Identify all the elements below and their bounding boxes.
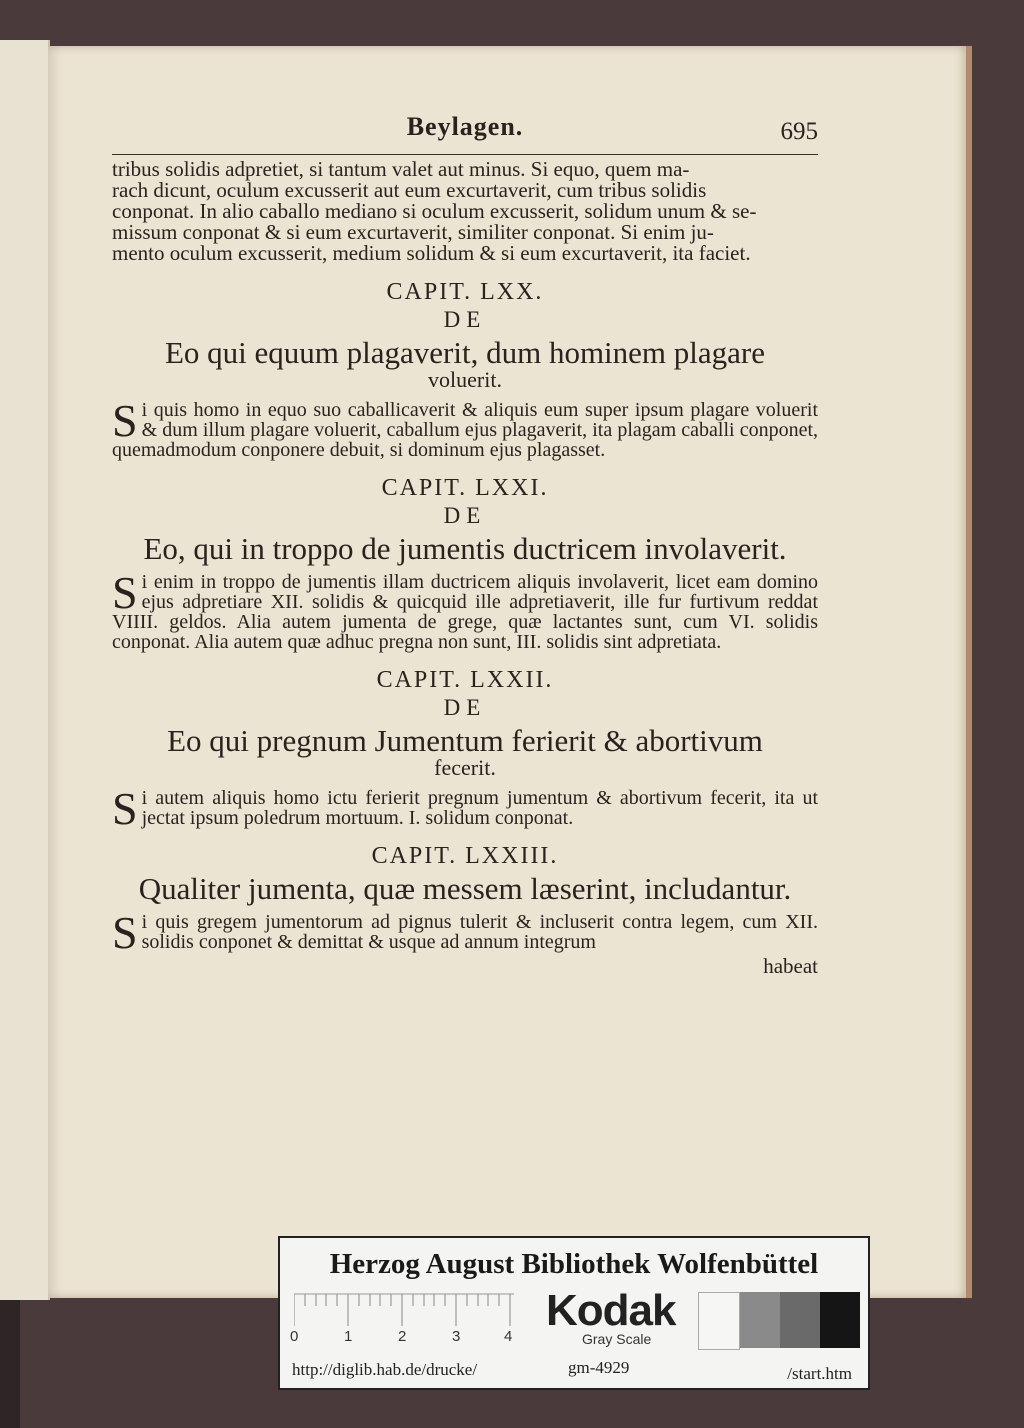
ruler-label: 3: [452, 1328, 461, 1345]
chapter-title-text: Eo, qui in troppo de jumentis ductricem involaverit.: [143, 531, 787, 566]
gray-scale-swatches: [698, 1292, 860, 1348]
ruler-label: 4: [504, 1328, 513, 1345]
start-page-path: /start.htm: [787, 1364, 852, 1383]
drop-initial: S: [112, 907, 138, 958]
chapter-label: CAPIT. LXXI.: [381, 475, 549, 501]
page-number: 695: [780, 118, 818, 145]
chapter-de: DE: [443, 307, 487, 332]
adjacent-page-edge: [0, 40, 50, 1300]
chapter-text: [112, 395, 818, 461]
chapter-de: DE: [443, 695, 487, 720]
chapter-title-continuation: voluerit.: [428, 367, 502, 392]
catchword: habeat: [763, 954, 818, 978]
drop-initial: S: [112, 395, 138, 446]
gray-swatch-white: [698, 1292, 740, 1350]
chapter-text-body: i enim in troppo de jumentis illam ductricem aliquis involaverit, licet eam domino ejus adpretiare XII. solidis & quicquid ille adpretiaverit, ille fur furtivum reddat VIIII. geldos. Alia autem jumenta de grege, quæ lactantes sunt, cum VI. solidis conponat. Alia autem quæ adhuc pregna non sunt, III. solidis sint adpretiata.: [112, 571, 818, 653]
page-content: [112, 106, 818, 979]
chapter-title-text: Qualiter jumenta, quæ messem læserint, includantur.: [138, 871, 792, 906]
chapter-label: CAPIT. LXXIII.: [371, 843, 559, 869]
library-name: Herzog August Bibliothek Wolfenbüttel: [329, 1248, 819, 1280]
chapter-text-body: i quis homo in equo suo caballicaverit & aliquis eum super ipsum plagare voluerit & dum illum plagare voluerit, caballum ejus plagaverit, ita plagam caballi conponet, quemadmodum conponere debuit, si dominum ejus plagasset.: [112, 399, 818, 461]
chapter-title-continuation: fecerit.: [434, 755, 496, 780]
chapter-text: [112, 907, 818, 958]
ruler-label: 1: [344, 1328, 353, 1345]
opening-line: conponat. In alio caballo mediano si oculum excusserit, solidum unum & se-: [112, 199, 757, 223]
ruler-label: 2: [398, 1328, 407, 1345]
chapter-title: [112, 723, 818, 780]
chapter-text: [112, 783, 818, 834]
page-fore-edge: [966, 46, 972, 1298]
running-header: [112, 106, 818, 155]
chapter-title: [112, 335, 818, 392]
drop-initial: S: [112, 567, 138, 618]
ruler-label: 0: [290, 1328, 299, 1345]
chapter-label: CAPIT. LXX.: [386, 279, 544, 305]
header-title: Beylagen.: [406, 112, 524, 141]
opening-line: mento oculum excusserit, medium solidum & si eum excurtaverit, ita faciet.: [112, 241, 751, 265]
chapter-de: DE: [443, 503, 487, 528]
opening-line: missum conponat & si eum excurtaverit, similiter conponat. Si enim ju-: [112, 220, 714, 244]
gray-swatch-black: [820, 1292, 860, 1348]
gray-swatch-light: [740, 1292, 780, 1348]
kodak-logo: Kodak: [546, 1286, 676, 1335]
library-calibration-card: [278, 1236, 870, 1390]
digital-library-url: http://diglib.hab.de/drucke/: [292, 1360, 478, 1379]
chapter-text-body: i autem aliquis homo ictu ferierit pregnum jumentum & abortivum fecerit, ita ut jectat ipsum poledrum mortuum. I. solidum conponat.: [141, 787, 818, 829]
chapter-text-body: i quis gregem jumentorum ad pignus tulerit & incluserit contra legem, cum XII. solidis conponet & demittat & usque ad annum integrum: [141, 911, 818, 953]
chapter-title-text: Eo qui pregnum Jumentum ferierit & abortivum: [167, 723, 763, 758]
chapter-label: CAPIT. LXXII.: [376, 667, 554, 693]
opening-line: rach dicunt, oculum excusserit aut eum excurtaverit, cum tribus solidis: [112, 178, 707, 202]
opening-line: tribus solidis adpretiet, si tantum valet aut minus. Si equo, quem ma-: [112, 157, 690, 181]
chapter-title-text: Eo qui equum plagaverit, dum hominem plagare: [164, 335, 766, 370]
chapter-title: [112, 871, 818, 906]
drop-initial: S: [112, 783, 138, 834]
chapter-title: [112, 531, 818, 566]
chapter-text: [112, 567, 818, 653]
grayscale-label: Gray Scale: [582, 1331, 652, 1347]
scale-ruler: [294, 1290, 514, 1328]
book-cover-edge: [0, 1300, 20, 1428]
gray-swatch-mid: [780, 1292, 820, 1348]
shelfmark: gm-4929: [568, 1358, 630, 1377]
